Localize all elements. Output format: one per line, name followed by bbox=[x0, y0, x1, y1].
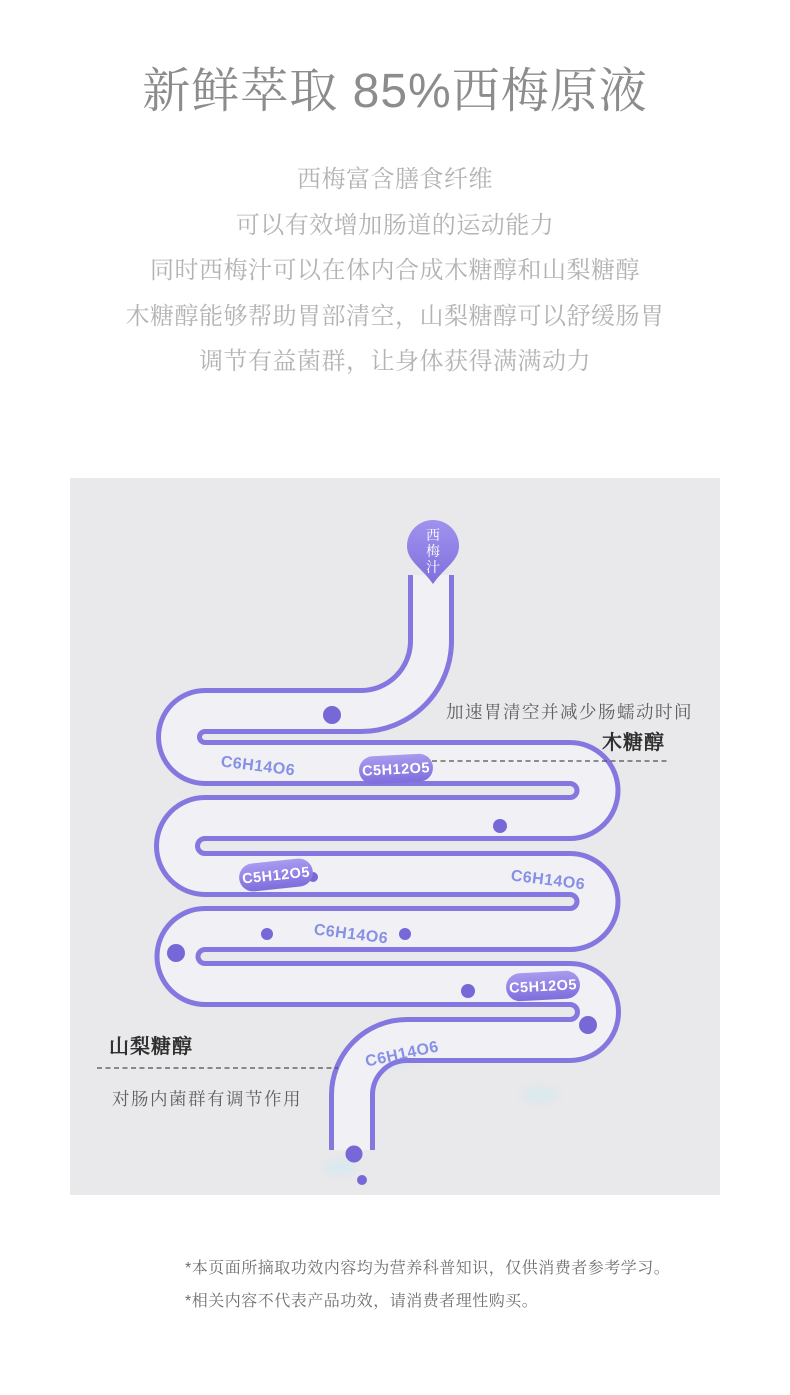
disclaimer bbox=[185, 1252, 745, 1318]
intro-line: 西梅富含膳食纤维 bbox=[297, 166, 493, 193]
intro-line: 可以有效增加肠道的运动能力 bbox=[235, 211, 555, 239]
disclaimer-line: *相关内容不代表产品功效，请消费者理性购买。 bbox=[185, 1293, 539, 1310]
prune-juice-droplet bbox=[407, 520, 459, 584]
intro-line: 调节有益菌群，让身体获得满满动力 bbox=[199, 348, 591, 375]
annotation-xylitol: 木糖醇 bbox=[602, 732, 665, 754]
formula-label: C6H14O6 bbox=[312, 921, 390, 948]
intestine-diagram bbox=[70, 478, 720, 1195]
intro-text bbox=[0, 157, 790, 385]
droplet-label-char: 西 bbox=[426, 527, 440, 543]
intestine-diagram-panel bbox=[70, 478, 720, 1195]
droplet-label-char: 汁 bbox=[426, 559, 440, 575]
formula-pill-label: C5H12O5 bbox=[508, 977, 578, 997]
formula-label: C6H14O6 bbox=[219, 753, 297, 780]
formula-pill-label: C5H12O5 bbox=[241, 864, 311, 888]
intro-line: 木糖醇能够帮助胃部清空，山梨糖醇可以舒缓肠胃 bbox=[125, 302, 665, 330]
annotation-gastric-emptying: 加速胃清空并减少肠蠕动时间 bbox=[446, 702, 693, 722]
annotation-gut-flora: 对肠内菌群有调节作用 bbox=[112, 1089, 302, 1109]
formula-label: C6H14O6 bbox=[509, 867, 587, 894]
intro-line: 同时西梅汁可以在体内合成木糖醇和山梨糖醇 bbox=[150, 257, 640, 284]
page-title: 新鲜萃取 85%西梅原液 bbox=[142, 65, 648, 118]
annotation-sorbitol: 山梨糖醇 bbox=[109, 1036, 193, 1058]
formula-pill bbox=[358, 753, 433, 785]
formula-label: C6H14O6 bbox=[363, 1038, 441, 1071]
formula-pill bbox=[505, 970, 580, 1002]
droplet-label-char: 梅 bbox=[426, 543, 440, 559]
formula-pill-label: C5H12O5 bbox=[361, 760, 431, 780]
disclaimer-line: *本页面所摘取功效内容均为营养科普知识，仅供消费者参考学习。 bbox=[185, 1260, 671, 1277]
